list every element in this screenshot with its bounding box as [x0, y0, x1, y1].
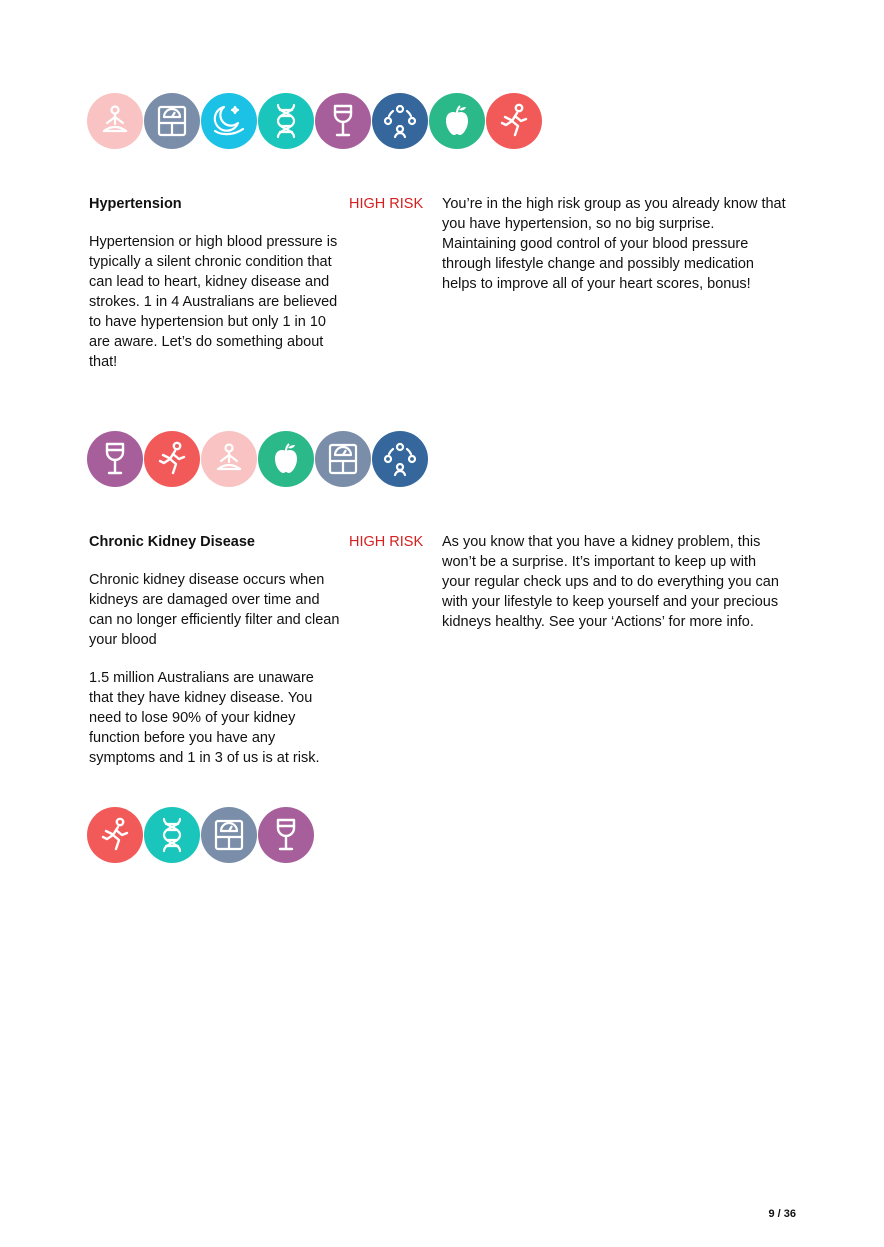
- running-icon: [486, 93, 542, 149]
- kidney-icon-row: [87, 807, 314, 863]
- meditation-icon: [201, 431, 257, 487]
- hypertension-description: Hypertension or high blood pressure is typically a silent chronic condition that can lead to heart, kidney disease and strokes. 1 in 4 Australians are believed to have hypertension but only 1 in 10 are aware. Let’s do something about that!: [89, 234, 338, 370]
- scale-icon: [201, 807, 257, 863]
- meditation-icon: [87, 93, 143, 149]
- scale-icon: [315, 431, 371, 487]
- dna-icon: [258, 93, 314, 149]
- risk-label-kidney: HIGH RISK: [349, 534, 424, 550]
- kidney-description-1: Chronic kidney disease occurs when kidneys are damaged over time and can no longer efficiently filter and clean your blood: [89, 572, 340, 648]
- wine-glass-icon: [87, 431, 143, 487]
- running-icon: [144, 431, 200, 487]
- dna-icon: [144, 807, 200, 863]
- wine-glass-icon: [315, 93, 371, 149]
- hypertension-icon-row: [87, 431, 428, 487]
- kidney-explanation: As you know that you have a kidney problem, this won’t be a surprise. It’s important to keep up with your regular check ups and to do everything you can with your lifestyle to keep yourself and your precious kidneys healthy. See your ‘Actions’ for more info.: [442, 534, 779, 630]
- top-icon-row: [87, 93, 542, 149]
- running-icon: [87, 807, 143, 863]
- wine-glass-icon: [258, 807, 314, 863]
- hypertension-explanation: You’re in the high risk group as you already know that you have hypertension, so no big surprise. Maintaining good control of your blood pressure through lifestyle change and possibly medication helps to improve all of your heart scores, bonus!: [442, 196, 786, 292]
- sleep-icon: [201, 93, 257, 149]
- apple-icon: [429, 93, 485, 149]
- section-title-kidney: Chronic Kidney Disease: [89, 534, 255, 550]
- page-number: 9 / 36: [768, 1208, 796, 1220]
- apple-icon: [258, 431, 314, 487]
- social-group-icon: [372, 431, 428, 487]
- scale-icon: [144, 93, 200, 149]
- social-group-icon: [372, 93, 428, 149]
- section-title-hypertension: Hypertension: [89, 196, 182, 212]
- kidney-description-2: 1.5 million Australians are unaware that they have kidney disease. You need to lose 90% of your kidney function before you have any symptoms and 1 in 3 of us is at risk.: [89, 670, 320, 766]
- risk-label-hypertension: HIGH RISK: [349, 196, 424, 212]
